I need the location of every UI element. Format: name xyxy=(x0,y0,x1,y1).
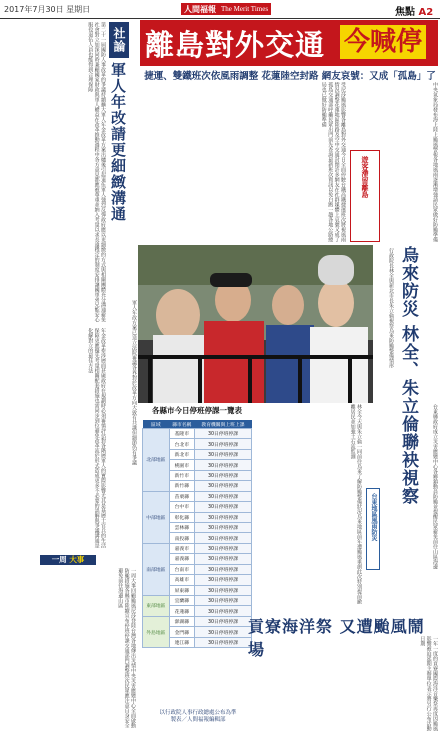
county-cell: 嘉義縣 xyxy=(169,554,194,564)
feature-headline: 烏來防災 林全、朱立倫聯袂視察 xyxy=(398,246,418,505)
status-cell: 30日停班停課 xyxy=(194,481,251,491)
right-column-body: 中央氣象局發布海上陸上颱風警報各地風雨逐漸增強請民眾做好防颱準備 xyxy=(432,82,438,242)
region-cell: 南部地區 xyxy=(143,543,170,595)
sidebar-box-taitung: 台東地區風雨防災 xyxy=(366,488,380,570)
main-headline: 離島對外交通 xyxy=(145,28,326,62)
headline-highlight: 今喊停 xyxy=(340,25,426,59)
weekly-news-tag: 一周 大事 xyxy=(40,555,96,565)
newspaper-logo: 人間福報 xyxy=(181,3,219,15)
status-cell: 30日停班停課 xyxy=(194,491,251,501)
county-cell: 台中市 xyxy=(169,502,194,512)
region-cell: 中部地區 xyxy=(143,491,170,543)
column-header: 區域 xyxy=(143,420,170,429)
table-row xyxy=(143,616,252,626)
page-header xyxy=(0,0,440,19)
county-cell: 宜蘭縣 xyxy=(169,596,194,606)
status-cell: 30日停班停課 xyxy=(194,449,251,459)
status-cell: 30日停班停課 xyxy=(194,616,251,626)
bottom-story-body: 一年一度的貢寮國際海洋音樂祭再度因颱風影響被迫延期主辦單位表示將另行公布活動日期 xyxy=(419,636,438,731)
county-cell: 新北市 xyxy=(169,449,194,459)
status-cell: 30日停班停課 xyxy=(194,585,251,595)
county-cell: 花蓮縣 xyxy=(169,606,194,616)
feature-body: 林全今天與朱立倫一同前往烏來了解防颱整備狀況烏來地區前年遭颱風重創此次特別提前撤離居民並加強土石流監測 xyxy=(349,404,362,604)
sidebar-box-stranded-tourists: 遊客滯留離島 xyxy=(350,150,380,242)
table-credit xyxy=(145,710,251,724)
county-cell: 台南市 xyxy=(169,564,194,574)
county-cell: 金門縣 xyxy=(169,627,194,637)
closure-table xyxy=(142,420,252,648)
status-cell: 30日停班停課 xyxy=(194,554,251,564)
county-cell: 連江縣 xyxy=(169,637,194,647)
main-story-body: 受尼莎颱風影響各離島對外交通今日全面停駛台鐵高鐵捷運班次將視風雨情況調整花蓮地區陸路及空中交通封閉許多網友在社群媒體上哀號又成了孤島交通部呼籲民眾出門前先查詢最新班次資訊以免白跑一趟各地公路總局也已做好防颱準備 xyxy=(320,82,346,242)
county-cell: 南投縣 xyxy=(169,533,194,543)
sub-headline: 捷運、雙鐵班次依風雨調整 花蓮陸空封路 網友哀號：又成「孤島」了 xyxy=(144,71,436,82)
county-cell: 新竹縣 xyxy=(169,481,194,491)
editorial-body-left: 第二十一屆國防人事改革的爭議持續擴大軍人年金改革方案出爐後引起退伍軍人強烈反彈政府應以更細緻的方式與相關團體充分溝通避免社會對立加深同時兼顧國家財政與軍人權益在改革推動過程中各方意見都應被尊重並納入考量以求長遠穩定的制度安排讓國軍弟兄能安心服役退伍人員也能得到合理保障 xyxy=(87,22,106,322)
county-cell: 彰化縣 xyxy=(169,512,194,522)
status-cell: 30日停班停課 xyxy=(194,429,251,439)
status-cell: 30日停班停課 xyxy=(194,470,251,480)
right-lower-body: 台東縣政府成立災害應變中心各鄉鎮動員防颱並提醒民眾避免前往山區海邊 xyxy=(432,404,438,569)
region-cell: 外島地區 xyxy=(143,616,170,647)
region-cell: 東部地區 xyxy=(143,596,170,617)
status-cell: 30日停班停課 xyxy=(194,596,251,606)
county-cell: 雲林縣 xyxy=(169,522,194,532)
editorial-title: 軍人年改請更細緻溝通 xyxy=(109,62,127,222)
photo-caption: 行政院長林全與新北市長朱立倫視察烏來防颱整備情形 xyxy=(388,248,394,368)
weekly-news-body: 一周大事回顧颱風尼莎登陸台灣各地傳出災情中央災害應變中心全面啟動防颱措施各縣市陸續宣布停班停課交通部門調整班次民眾應注意自身安全避免前往海邊山區 xyxy=(117,568,136,728)
officials-photo-image xyxy=(138,245,373,403)
status-cell: 30日停班停課 xyxy=(194,564,251,574)
table-row xyxy=(143,429,252,439)
county-cell: 桃園市 xyxy=(169,460,194,470)
county-cell: 苗栗縣 xyxy=(169,491,194,501)
status-cell: 30日停班停課 xyxy=(194,637,251,647)
status-cell: 30日停班停課 xyxy=(194,575,251,585)
table-row xyxy=(143,596,252,606)
county-cell: 屏東縣 xyxy=(169,585,194,595)
status-cell: 30日停班停課 xyxy=(194,543,251,553)
newspaper-logo-en: The Merit Times xyxy=(218,3,271,15)
status-cell: 30日停班停課 xyxy=(194,533,251,543)
status-cell: 30日停班停課 xyxy=(194,502,251,512)
editorial-tag: 社論 xyxy=(109,22,129,58)
county-cell: 高雄市 xyxy=(169,575,194,585)
region-cell: 北部地區 xyxy=(143,429,170,492)
credit-line: 以行政院人事行政總處公布為準 xyxy=(159,710,237,716)
closure-table-grid xyxy=(142,420,252,648)
editorial-body: 軍人年改方案已送立法院審議各界對於改革方向大致有共識但細節仍有爭議 xyxy=(131,300,137,465)
county-cell: 新竹市 xyxy=(169,470,194,480)
county-cell: 嘉義市 xyxy=(169,543,194,553)
bottom-headline: 貢寮海洋祭 又遭颱風鬧場 xyxy=(248,617,425,659)
county-cell: 澎湖縣 xyxy=(169,616,194,626)
county-cell: 台北市 xyxy=(169,439,194,449)
table-row xyxy=(143,491,252,501)
issue-date: 2017年7月30日 星期日 xyxy=(4,5,91,14)
credit-line: 製表／人間福報編輯部 xyxy=(170,717,226,723)
column-header: 教育機關與上班上課 xyxy=(194,420,251,429)
status-cell: 30日停班停課 xyxy=(194,439,251,449)
section-label: 焦點 A2 xyxy=(395,7,434,18)
column-header: 縣市名稱 xyxy=(169,420,194,429)
table-title: 各縣市今日停班停課一覽表 xyxy=(152,406,242,415)
table-row xyxy=(143,543,252,553)
status-cell: 30日停班停課 xyxy=(194,606,251,616)
page-number: A2 xyxy=(418,7,434,18)
status-cell: 30日停班停課 xyxy=(194,627,251,637)
status-cell: 30日停班停課 xyxy=(194,522,251,532)
editorial-body-left-2: 年金改革牽涉層面甚廣政府在規劃時必須審慎評估對各階層軍人的實際影響尤其是基層士官兵的生活保障更應優先考量相關配套措施也需同步到位避免改革流於形式造成更多不必要的誤解與爭議溝通是化解對立的最佳方法 xyxy=(87,328,106,548)
news-photo xyxy=(138,245,373,403)
status-cell: 30日停班停課 xyxy=(194,460,251,470)
status-cell: 30日停班停課 xyxy=(194,512,251,522)
county-cell: 基隆市 xyxy=(169,429,194,439)
